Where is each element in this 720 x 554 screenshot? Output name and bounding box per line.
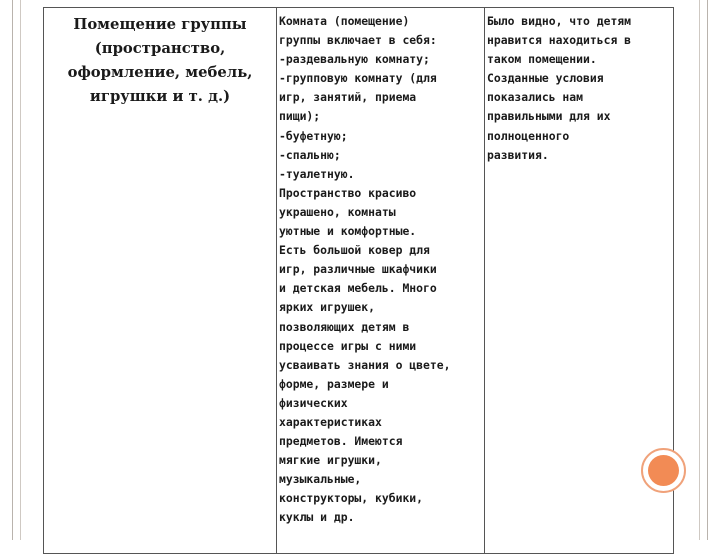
conclusion-text: Было видно, что детям нравится находиться в таком помещении. Созданные условия показались нам правильными для их полноценного развития. — [487, 14, 632, 162]
description-text: Комната (помещение) группы включает в себя: -раздевальную комнату; -групповую комнату (для игр, занятий, приема пищи); -буфетную; -спальню; -туалетную. Пространство красиво украшено, комнаты уютные и комфортные. Есть большой ковер для игр, различные шкафчики и детская мебель. Много ярких игрушек, позволяющих детям в процессе игры с ними усваивать знания о цвете, форме, размере и физических характеристиках предметов. Имеются мягкие игрушки, музыкальные, конструкторы, кубики, куклы и др. — [279, 14, 451, 525]
decorative-dot — [648, 455, 679, 486]
table-row — [44, 8, 674, 554]
category-heading: Помещение группы (пространство, оформление, мебель, игрушки и т. д.) — [67, 16, 253, 105]
table-cell-category — [44, 8, 277, 554]
table-cell-description — [277, 8, 485, 554]
content-table — [43, 7, 674, 554]
